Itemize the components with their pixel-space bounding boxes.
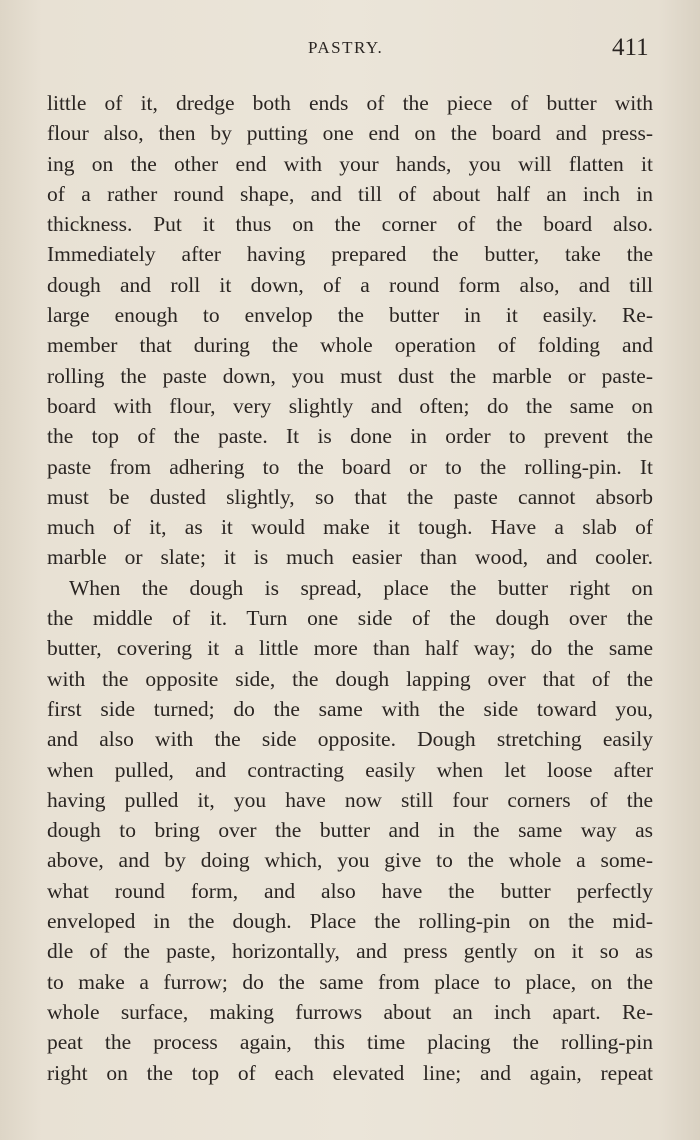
- text-line: ing on the other end with your hands, you will flatten it: [47, 151, 653, 176]
- text-line: enveloped in the dough. Place the rolling-pin on the mid-: [47, 909, 653, 934]
- text-line: must be dusted slightly, so that the paste cannot absorb: [47, 484, 653, 509]
- text-line: little of it, dredge both ends of the piece of butter with: [47, 91, 653, 115]
- text-line: with the opposite side, the dough lapping over that of the: [47, 666, 653, 691]
- paragraph-first-line: When the dough is spread, place the butter right on: [69, 575, 653, 600]
- text-line: and also with the side opposite. Dough stretching easily: [47, 727, 653, 752]
- text-line: to make a furrow; do the same from place to place, on the: [47, 969, 653, 994]
- text-line: right on the top of each elevated line; and again, repeat: [47, 1060, 653, 1085]
- text-line: what round form, and also have the butter perfectly: [47, 878, 653, 903]
- running-head: [0, 36, 700, 66]
- text-line: thickness. Put it thus on the corner of the board also.: [47, 212, 653, 237]
- text-line: first side turned; do the same with the side toward you,: [47, 696, 653, 721]
- page-number: 411: [612, 34, 649, 61]
- text-line: rolling the paste down, you must dust the marble or paste-: [47, 363, 653, 388]
- text-line: marble or slate; it is much easier than wood, and cooler.: [47, 545, 653, 570]
- text-line: dough and roll it down, of a round form also, and till: [47, 272, 653, 297]
- text-line: board with flour, very slightly and often; do the same on: [47, 393, 653, 418]
- text-line: large enough to envelop the butter in it easily. Re-: [47, 303, 653, 328]
- text-line: dough to bring over the butter and in the same way as: [47, 818, 653, 843]
- text-line: dle of the paste, horizontally, and press gently on it so as: [47, 939, 653, 964]
- text-line: member that during the whole operation of folding and: [47, 333, 653, 358]
- text-line: whole surface, making furrows about an inch apart. Re-: [47, 999, 653, 1024]
- text-line: the middle of it. Turn one side of the dough over the: [47, 606, 653, 631]
- text-line: paste from adhering to the board or to the rolling-pin. It: [47, 454, 653, 479]
- text-line: the top of the paste. It is done in order to prevent the: [47, 424, 653, 449]
- text-line: butter, covering it a little more than half way; do the same: [47, 636, 653, 661]
- text-line: Immediately after having prepared the butter, take the: [47, 242, 653, 267]
- text-line: flour also, then by putting one end on the board and press-: [47, 121, 653, 146]
- text-line: having pulled it, you have now still four corners of the: [47, 787, 653, 812]
- text-line: of a rather round shape, and till of about half an inch in: [47, 181, 653, 206]
- text-line: much of it, as it would make it tough. Have a slab of: [47, 515, 653, 540]
- body-text: [47, 88, 653, 1088]
- text-line: when pulled, and contracting easily when let loose after: [47, 757, 653, 782]
- text-line: peat the process again, this time placing the rolling-pin: [47, 1030, 653, 1055]
- running-head-title: PASTRY.: [308, 38, 384, 57]
- text-line: above, and by doing which, you give to the whole a some-: [47, 848, 653, 873]
